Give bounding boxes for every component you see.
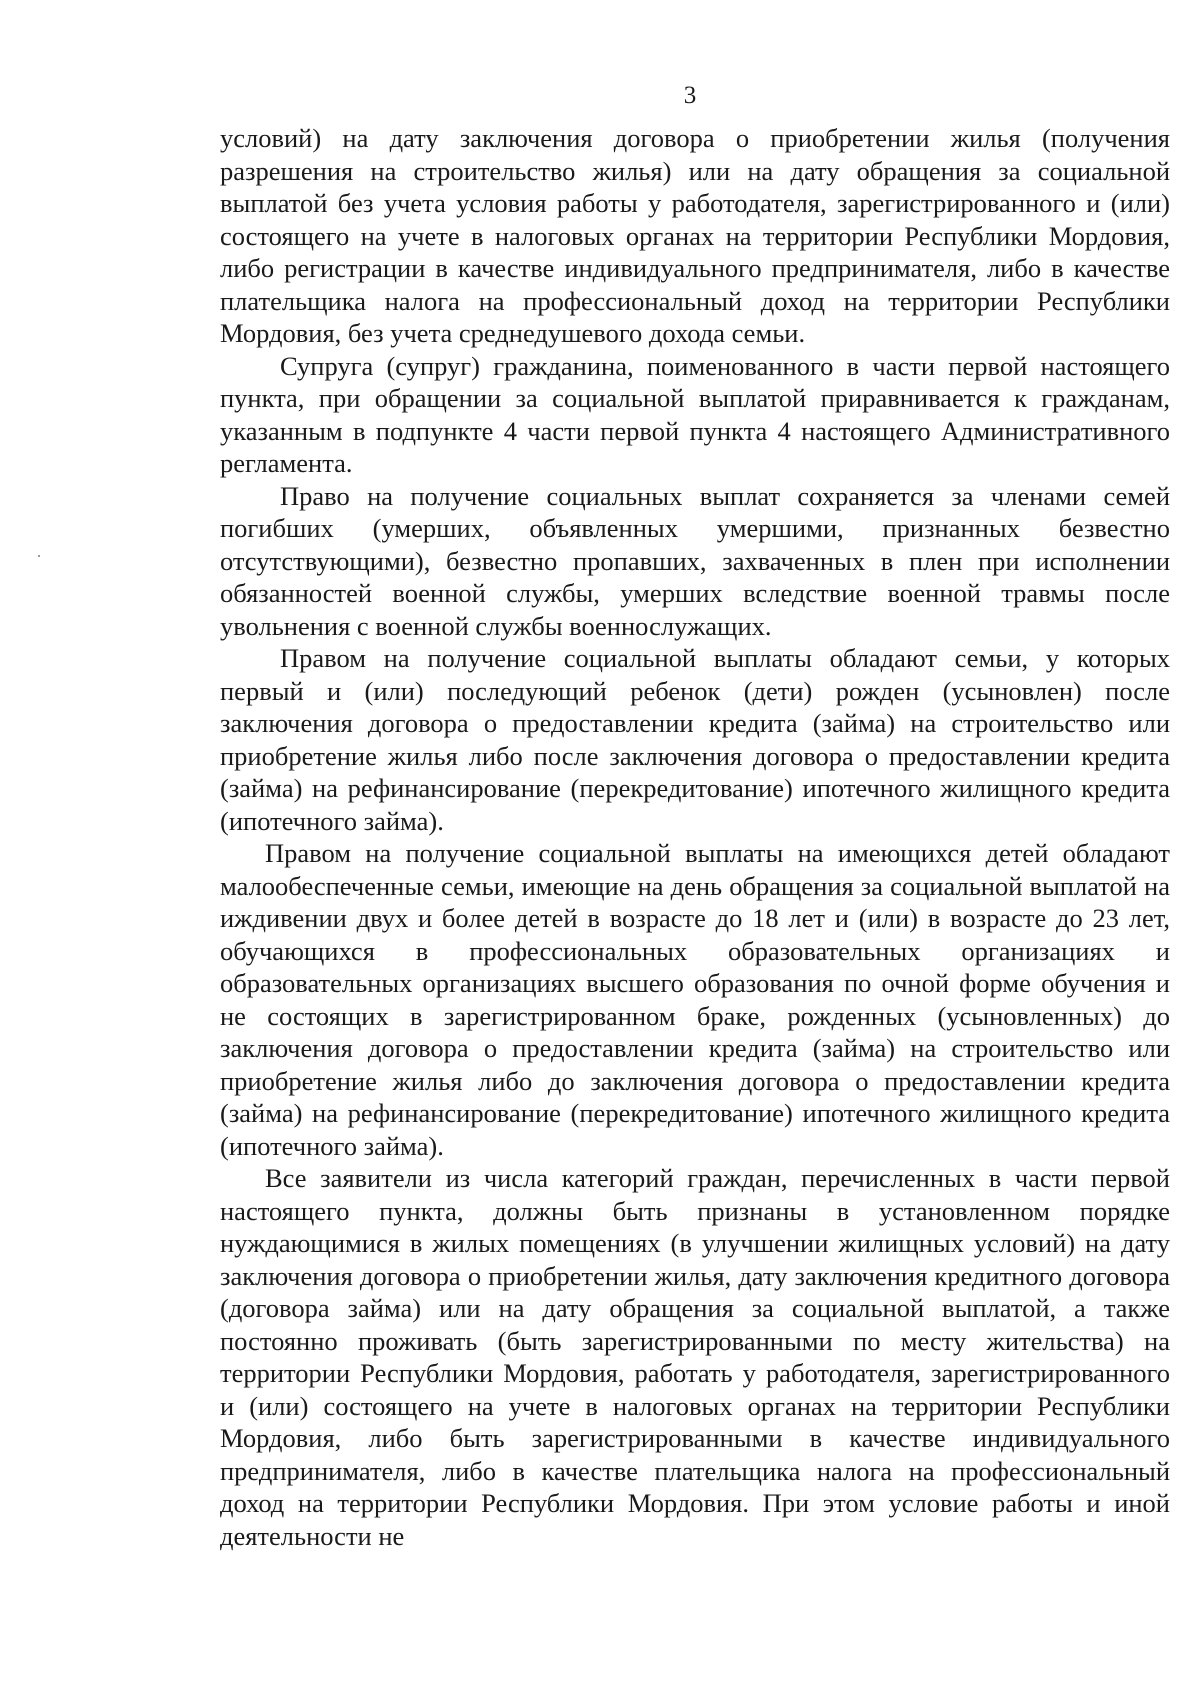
paragraph-family-members: Право на получение социальных выплат сохраняется за членами семей погибших (умерших, объявленных умершими, признанных безвестно отсутствующими), безвестно пропавших, захваченных в плен при исполнении обязанностей военной службы, умерших вследствие военной травмы после увольнения с военной службы военнослужащих. (220, 480, 1170, 641)
paragraph-spouse: Супруга (супруг) гражданина, поименованного в части первой настоящего пункта, при обращении за социальной выплатой приравнивается к гражданам, указанным в подпункте 4 части первой пункта 4 настоящего Административного регламента. (220, 350, 1170, 478)
paragraph-low-income-families: Правом на получение социальной выплаты на имеющихся детей обладают малообеспеченные семьи, имеющие на день обращения за социальной выплатой на иждивении двух и более детей в возрасте до 18 лет и (или) в возрасте до 23 лет, обучающихся в профессиональных образовательных организациях и образовательных организациях высшего образования по очной форме обучения и не состоящих в зарегистрированном браке, рожденных (усыновленных) до заключения договора о предоставлении кредита (займа) на строительство или приобретение жилья либо до заключения договора о предоставлении кредита (займа) на рефинансирование (перекредитование) ипотечного жилищного кредита (ипотечного займа). (220, 838, 1170, 1161)
paragraph-continuation: условий) на дату заключения договора о приобретении жилья (получения разрешения на строительство жилья) или на дату обращения за социальной выплатой без учета условия работы у работодателя, зарегистрированного и (или) состоящего на учете в налоговых органах на территории Республики Мордовия, либо регистрации в качестве индивидуального предпринимателя, либо в качестве плательщика налога на профессиональный доход на территории Республики Мордовия, без учета среднедушевого дохода семьи. (220, 123, 1170, 348)
document-body (220, 122, 1170, 1552)
page-number: 3 (683, 82, 697, 109)
scan-speck (38, 555, 40, 557)
paragraph-newborn-families: Правом на получение социальной выплаты обладают семьи, у которых первый и (или) последующий ребенок (дети) рожден (усыновлен) после заключения договора о предоставлении кредита (займа) на строительство или приобретение жилья либо после заключения договора о предоставлении кредита (займа) на рефинансирование (перекредитование) ипотечного жилищного кредита (ипотечного займа). (220, 643, 1170, 836)
paragraph-all-applicants: Все заявители из числа категорий граждан, перечисленных в части первой настоящего пункта, должны быть признаны в установленном порядке нуждающимися в жилых помещениях (в улучшении жилищных условий) на дату заключения договора о приобретении жилья, дату заключения кредитного договора (договора займа) или на дату обращения за социальной выплатой, а также постоянно проживать (быть зарегистрированными по месту жительства) на территории Республики Мордовия, работать у работодателя, зарегистрированного и (или) состоящего на учете в налоговых органах на территории Республики Мордовия, либо быть зарегистрированными в качестве индивидуального предпринимателя, либо в качестве плательщика налога на профессиональный доход на территории Республики Мордовия. При этом условие работы и иной деятельности не (220, 1163, 1170, 1551)
